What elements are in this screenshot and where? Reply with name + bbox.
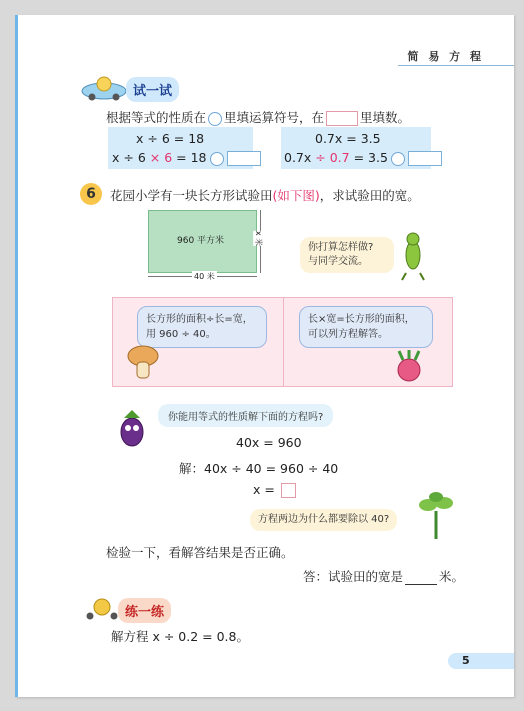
radish-character-icon [395, 350, 423, 388]
right-blank-circle[interactable] [391, 152, 405, 166]
eggplant-character-icon [115, 404, 149, 452]
method-equation-bubble: 长×宽=长方形的面积， 可以列方程解答。 [299, 306, 433, 348]
chapter-title: 简 易 方 程 [407, 50, 484, 63]
answer-blank-box[interactable] [281, 483, 296, 498]
try-instruction: 根据等式的性质在 里填运算符号，在 里填数。 [106, 110, 411, 125]
textbook-page [15, 15, 514, 697]
right-eq1: 0.7x = 3.5 [315, 131, 381, 146]
plant-character-icon [418, 491, 454, 543]
mushroom-character-icon [127, 344, 159, 388]
check-instruction: 检验一下，看解答结果是否正确。 [106, 545, 294, 560]
area-label: 960 平方米 [177, 236, 225, 246]
practice-badge: 练一练 [118, 598, 171, 623]
circle-symbol-icon [208, 112, 222, 126]
question-bubble: 你打算怎样做? 与同学交流。 [300, 237, 394, 273]
left-eq1: x ÷ 6 = 18 [136, 131, 205, 146]
left-eq2: x ÷ 6 × 6 = 18 [112, 150, 261, 166]
methods-panel [112, 297, 453, 387]
try-it-badge: 试一试 [126, 77, 179, 102]
length-label: 40 米 [194, 272, 215, 281]
method-area-bubble: 长方形的面积÷长=宽， 用 960 ÷ 40。 [137, 306, 267, 348]
grasshopper-icon [398, 231, 428, 285]
car-illustration-icon [80, 75, 128, 105]
box-symbol-icon [326, 111, 358, 126]
left-equation-box [108, 127, 253, 169]
field-rectangle [148, 210, 257, 273]
example-problem: 花园小学有一块长方形试验田(如下图)，求试验田的宽。 [110, 188, 420, 203]
practice-problem: 解方程 x ÷ 0.2 = 0.8。 [111, 629, 249, 644]
equation-line-2: 解：40x ÷ 40 = 960 ÷ 40 [179, 461, 339, 476]
equation-line-1: 40x = 960 [236, 435, 302, 450]
scooter-character-icon [82, 598, 122, 624]
answer-line: 答：试验田的宽是 米。 [303, 569, 465, 584]
width-label: x 米 [254, 230, 264, 247]
why-bubble: 方程两边为什么都要除以 40? [250, 509, 397, 531]
left-blank-circle[interactable] [210, 152, 224, 166]
page-number-tab [448, 653, 514, 669]
right-equation-box [281, 127, 431, 169]
eggplant-bubble: 你能用等式的性质解下面的方程吗? [158, 404, 333, 427]
header-rule [398, 65, 514, 66]
right-eq2: 0.7x ÷ 0.7 = 3.5 [284, 150, 442, 166]
left-blank-box[interactable] [227, 151, 261, 166]
right-blank-box[interactable] [408, 151, 442, 166]
methods-divider [283, 298, 284, 386]
example-number: 6 [80, 183, 102, 205]
answer-blank-line[interactable] [405, 569, 437, 585]
page-number: 5 [462, 654, 470, 667]
equation-line-3: x = [253, 482, 298, 498]
